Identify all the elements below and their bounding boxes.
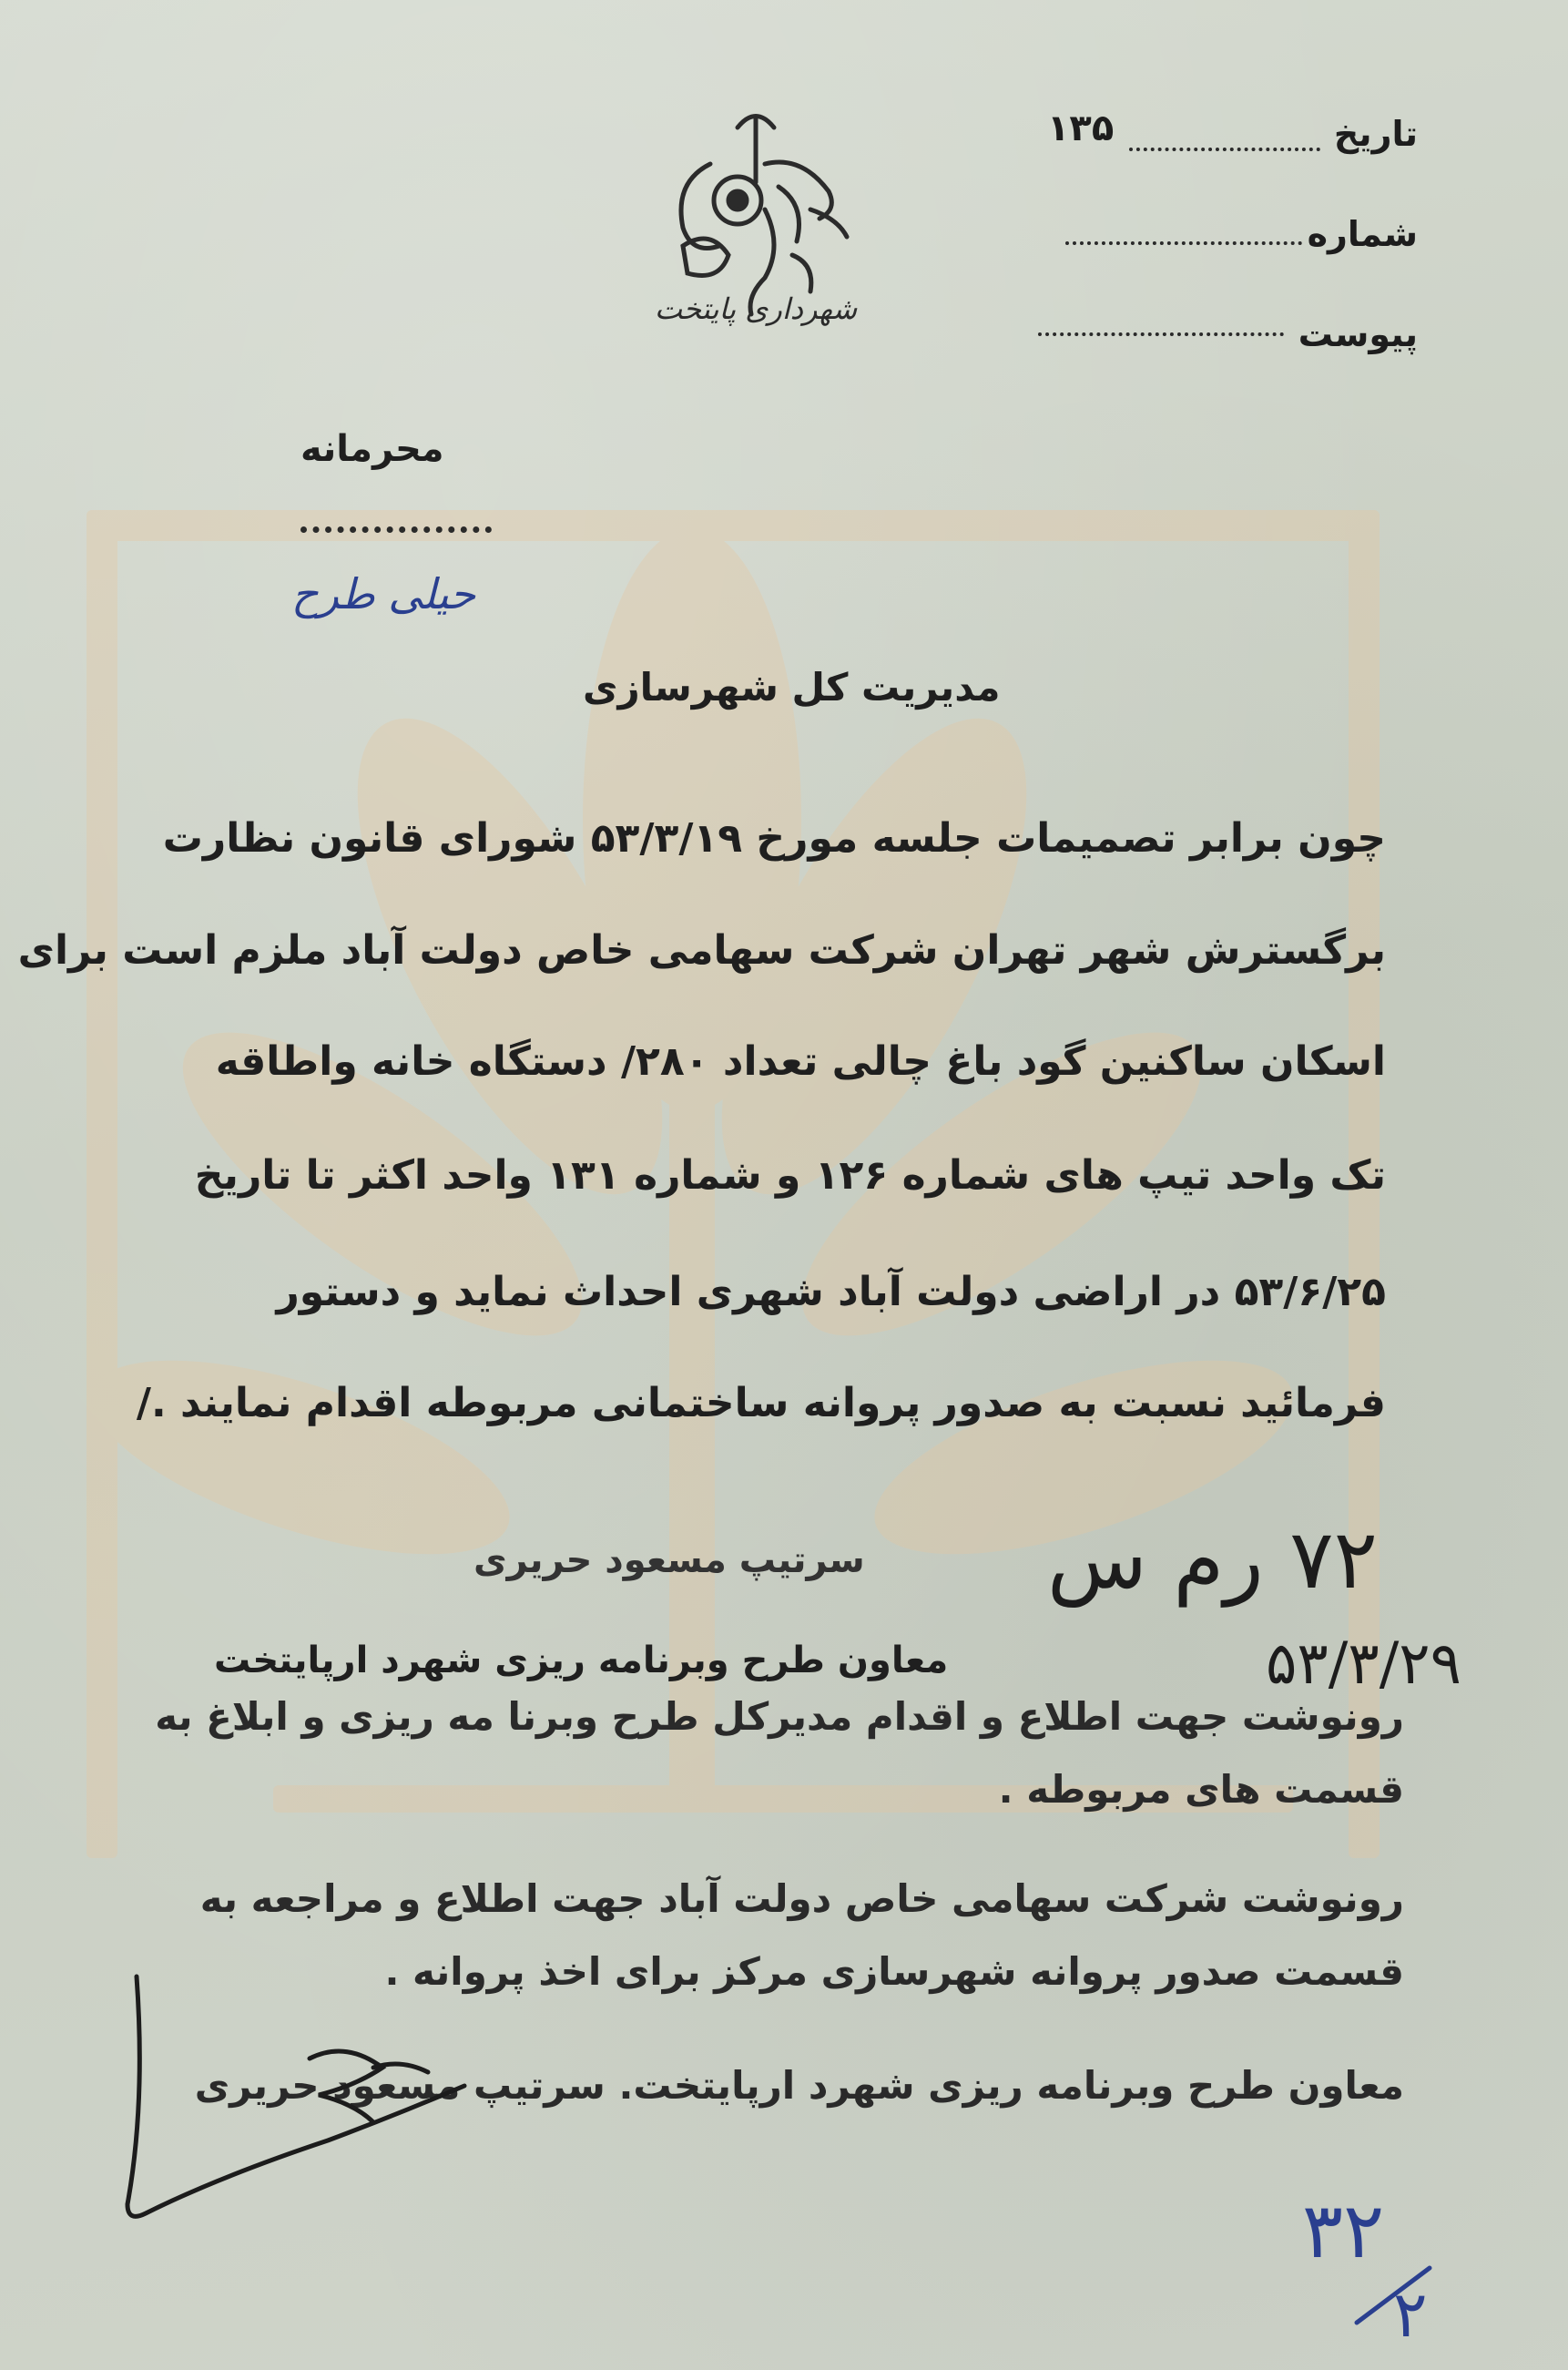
date-dotted-line bbox=[1129, 148, 1320, 151]
handwritten-reference-date: ۵۳/۳/۲۹ bbox=[1266, 1630, 1461, 1698]
body-line-5: ۵۳/۶/۲۵ در اراضی دولت آباد شهری احداث نماید و دستور bbox=[276, 1269, 1386, 1315]
number-label: شماره bbox=[1307, 214, 1418, 254]
cc-line-5: معاون طرح وبرنامه ریزی شهرد ارپایتخت. سرتیپ مسعود حریری bbox=[194, 2063, 1404, 2108]
handwritten-reference-code: ۷۲ رم س bbox=[1047, 1512, 1378, 1608]
page-marker-top: ۳۲ bbox=[1302, 2186, 1385, 2275]
cc-line-3: رونوشت شرکت سهامی خاص دولت آباد جهت اطلاع و مراجعه به bbox=[199, 1876, 1404, 1921]
number-dotted-line bbox=[1065, 241, 1302, 245]
attachment-dotted-line bbox=[1038, 332, 1284, 336]
signatory-title: معاون طرح وبرنامه ریزی شهرد ارپایتخت bbox=[214, 1640, 949, 1681]
date-label: تاریخ bbox=[1333, 114, 1418, 154]
attachment-label: پیوست bbox=[1298, 314, 1418, 354]
page-marker-bottom: ۲ bbox=[1393, 2277, 1428, 2352]
body-line-2: برگسترش شهر تهران شرکت سهامی خاص دولت آباد ملزم است برای bbox=[17, 927, 1386, 974]
body-line-4: تک واحد تیپ های شماره ۱۲۶ و شماره ۱۳۱ واحد اکثر تا تاریخ bbox=[194, 1152, 1386, 1199]
body-line-1: چون برابر تصمیمات جلسه مورخ ۵۳/۳/۱۹ شورای قانون نظارت bbox=[162, 815, 1386, 862]
cc-line-4: قسمت صدور پروانه شهرسازی مرکز برای اخذ پروانه . bbox=[384, 1949, 1404, 1994]
handwritten-signature bbox=[100, 1958, 483, 2232]
handwritten-note: حیلی طرح bbox=[291, 569, 476, 618]
classification-label: محرمانه bbox=[300, 428, 444, 470]
addressee: مدیریت کل شهرسازی bbox=[583, 665, 1001, 710]
cc-line-2: قسمت های مربوطه . bbox=[998, 1767, 1404, 1812]
date-value: ۱۳۵ bbox=[1047, 107, 1115, 149]
signatory-name: سرتیپ مسعود حریری bbox=[473, 1539, 865, 1581]
municipality-emblem-logo bbox=[628, 100, 883, 337]
body-line-6: فرمائید نسبت به صدور پروانه ساختمانی مربوطه اقدام نمایند ./ bbox=[136, 1380, 1386, 1426]
classification-underline bbox=[300, 526, 492, 533]
body-line-3: اسکان ساکنین گود باغ چالی تعداد ۲۸۰/ دستگاه خانه واطاقه bbox=[215, 1038, 1386, 1085]
cc-line-1: رونوشت جهت اطلاع و اقدام مدیرکل طرح وبرنا مه ریزی و ابلاغ به bbox=[155, 1694, 1404, 1739]
emblem-caption: شهرداری پایتخت bbox=[654, 291, 858, 326]
